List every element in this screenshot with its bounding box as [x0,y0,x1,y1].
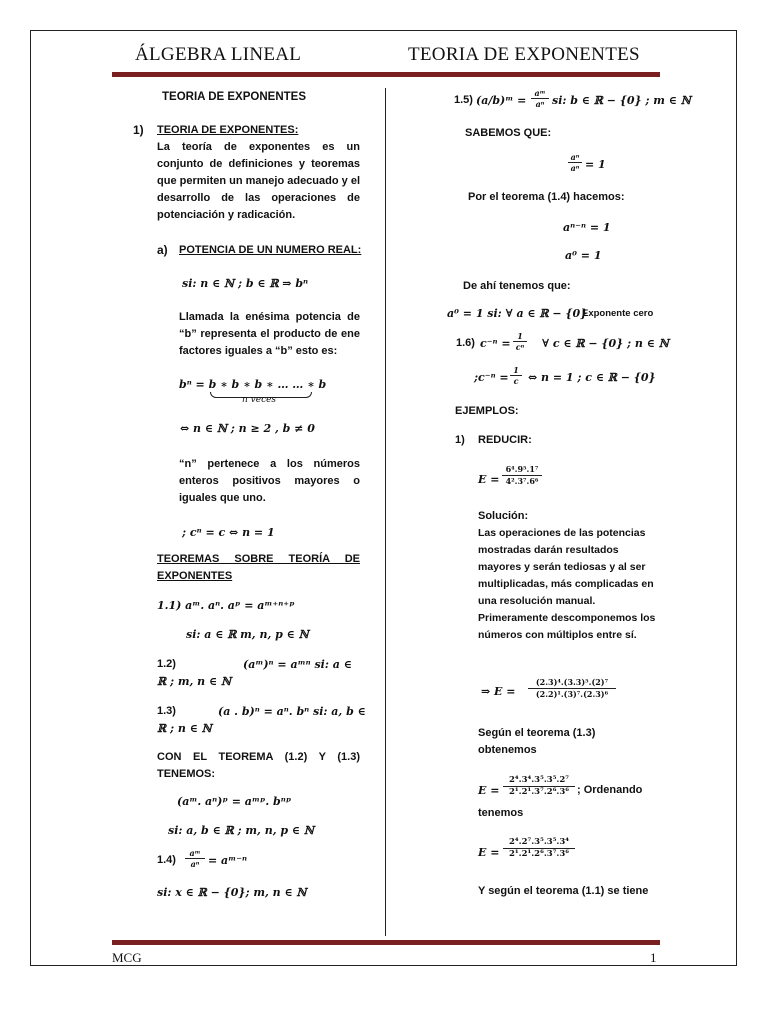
theorem-1-4-condition: si: x ∈ ℝ − {0}; m, n ∈ ℕ [157,886,307,899]
example-e1-fraction [502,464,542,487]
section-a-heading: POTENCIA DE UN NUMERO REAL: [179,244,362,256]
theorem-1-2-label: 1.2) [157,658,176,670]
example-e2-fraction [528,677,616,700]
formula-b-power: bⁿ = b ∗ b ∗ b ∗ … … ∗ b [179,378,327,391]
example-e3-denominator: 2¹.2¹.3⁷.2⁶.3⁶ [503,786,575,798]
solucion-heading: Solución: [478,510,529,522]
paragraph-segun-1-1: Y según el teorema (1.1) se tiene [478,885,649,897]
example-e1-numerator: 6⁴.9⁵.1⁷ [505,464,539,474]
formula-combined-condition: si: a, b ∈ ℝ ; m, n, p ∈ ℕ [168,824,314,837]
paragraph-teorema-1-4: Por el teorema (1.4) hacemos: [468,191,625,203]
page-number: 1 [650,950,657,965]
column-divider [385,88,386,936]
example-e3-numerator: 2⁴.3⁴.3⁵.3⁵.2⁷ [508,775,570,785]
paragraph-segun-1-3: Según el teorema (1.3) obtenemos [478,727,596,756]
theorem-1-4-numerator: aᵐ [189,848,201,858]
formula-c-one-lhs: ;c⁻ⁿ = [474,371,509,384]
header-subject: ÁLGEBRA LINEAL [135,44,302,65]
theorem-1-3: (a . b)ⁿ = aⁿ. bⁿ si: a, b ∈ [218,705,366,718]
theorem-1-4-label: 1.4) [157,854,176,866]
formula-a-n-minus-n: aⁿ⁻ⁿ = 1 [563,221,611,234]
theorems-heading: TEOREMAS SOBRE TEORÍA DE EXPONENTES [157,553,360,582]
example-1-number: 1) [455,434,465,446]
theorem-1-5-numerator: aᵐ [534,88,546,98]
theorem-1-6-lhs: c⁻ⁿ = [480,337,511,350]
theorem-1-2-condition: ℝ ; m, n ∈ ℕ [157,675,232,688]
footer-author: MCG [112,950,142,965]
section-1-number: 1) [133,123,144,137]
sabemos-rhs: = 1 [585,158,606,171]
theorem-1-2: (aᵐ)ⁿ = aᵐⁿ si: a ∈ [243,658,352,671]
theorem-1-1: 1.1) aᵐ. aⁿ. aᵖ = aᵐ⁺ⁿ⁺ᵖ [157,599,295,612]
theorem-1-1-condition: si: a ∈ ℝ m, n, p ∈ ℕ [186,628,309,641]
section-a-number: a) [157,243,168,257]
section-1-text: La teoría de exponentes es un conjunto de definiciones y teoremas que permiten un manejo adecuado y el desarrollo de las operaciones de potenciación y radicación. [157,141,360,221]
theorem-1-6-fraction [513,331,527,352]
theorem-1-5-lhs: (a/b)ᵐ = [476,94,527,107]
sabemos-denominator: aⁿ [568,162,582,173]
footer-rule [112,940,660,944]
example-e1-denominator: 4².3⁷.6⁶ [502,475,542,487]
example-e4-numerator: 2⁴.2⁷.3⁵.3⁵.3⁴ [508,837,570,847]
paragraph-de-ahi: De ahí tenemos que: [463,280,571,292]
theorem-1-6-denominator: cⁿ [513,341,527,352]
formula-c-one-numerator: 1 [513,365,519,375]
formula-a-zero: a⁰ = 1 [565,249,602,262]
sabemos-fraction [568,152,582,173]
example-e2-lhs: ⇒ E = [481,685,516,698]
paragraph-n: “n” pertenece a los números enteros positivos mayores o iguales que uno. [179,458,360,504]
example-1-heading: REDUCIR: [478,434,532,446]
example-e4-lhs: E = [478,846,500,859]
example-e2-numerator: (2.3)⁴.(3.3)⁵.(2)⁷ [535,677,609,687]
example-e4-fraction [503,837,575,860]
formula-conditions: ⇔ n ∈ ℕ ; n ≥ 2 , b ≠ 0 [180,422,315,435]
formula-a-zero-condition: a⁰ = 1 si: ∀ a ∈ ℝ − {0} [447,307,588,320]
paragraph-llamada: Llamada la enésima potencia de “b” representa el producto de ene factores iguales a “b” esto es: [179,311,360,357]
solucion-paragraph: Las operaciones de las potencias mostradas darán resultados mayores y serán tediosas y al ser multiplicadas, más complicadas en una resolución manual. Primeramente descomponemos los números con múltiplos entre sí. [478,527,656,641]
theorem-1-3-condition: ℝ ; n ∈ ℕ [157,722,212,735]
example-e2-denominator: (2.2)¹.(3)⁷.(2.3)⁶ [528,688,616,700]
sabemos-heading: SABEMOS QUE: [465,127,552,139]
theorem-1-4-denominator: aⁿ [185,858,205,869]
theorem-1-6-label: 1.6) [456,337,475,349]
header-topic: TEORIA DE EXPONENTES [408,44,640,65]
theorem-1-6-numerator: 1 [517,331,523,341]
theorem-1-4-rhs: = aᵐ⁻ⁿ [208,854,248,867]
formula-definition: si: n ∈ ℕ ; b ∈ ℝ ⇒ bⁿ [182,277,309,290]
formula-c-power: ; cⁿ = c ⇔ n = 1 [182,526,275,539]
theorem-1-4-fraction [185,848,205,869]
section-title: TEORIA DE EXPONENTES [162,91,306,103]
theorem-1-5-label: 1.5) [454,94,473,106]
theorem-1-6-condition: ∀ c ∈ ℝ − {0} ; n ∈ ℕ [542,337,669,350]
sabemos-numerator: aⁿ [570,152,580,162]
formula-c-one-denominator: c [510,375,522,386]
formula-c-one-rhs: ⇔ n = 1 ; c ∈ ℝ − {0} [528,371,656,384]
ordenando-text: ; Ordenando [577,784,643,796]
tenemos-text: tenemos [478,807,524,819]
section-1-heading: TEORIA DE EXPONENTES: [157,124,299,136]
theorem-1-5-condition: si: b ∈ ℝ − {0} ; m ∈ ℕ [552,94,691,107]
header-rule [112,72,660,76]
theorem-1-5-fraction [531,88,549,109]
formula-combined: (aᵐ. aⁿ)ᵖ = aᵐᵖ. bⁿᵖ [177,795,292,808]
paragraph-con-teorema: CON EL TEOREMA (1.2) Y (1.3) TENEMOS: [157,751,360,780]
formula-c-one-fraction [510,365,522,386]
ejemplos-heading: EJEMPLOS: [455,405,519,417]
example-e1-lhs: E = [478,473,500,486]
underbrace-label: n veces [242,395,277,405]
example-e3-lhs: E = [478,784,500,797]
exponente-cero-note: Exponente cero [582,308,654,319]
example-e4-denominator: 2¹.2¹.2⁶.3⁷.3⁶ [503,848,575,860]
page-border [30,30,737,966]
theorem-1-3-label: 1.3) [157,705,176,717]
theorem-1-5-denominator: aⁿ [531,98,549,109]
example-e3-fraction [503,775,575,798]
